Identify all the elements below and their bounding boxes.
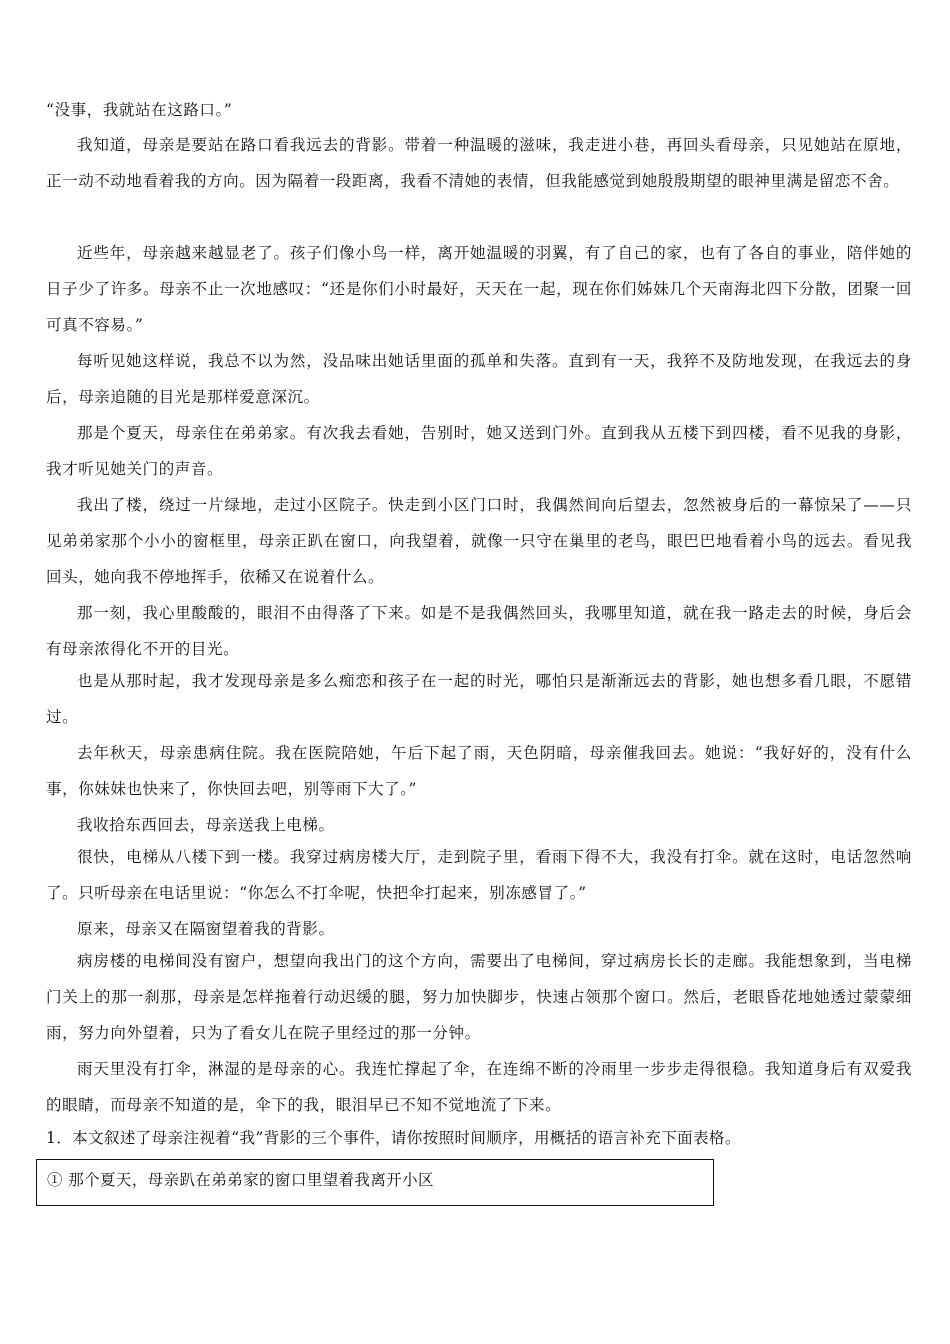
paragraph-9: 去年秋天，母亲患病住院。我在医院陪她，午后下起了雨，天色阴暗，母亲催我回去。她说：“我好好的，没有什么事，你妹妹也快来了，你快回去吧，别等雨下大了。” (46, 744, 912, 798)
paragraph-8: 也是从那时起，我才发现母亲是多么痴恋和孩子在一起的时光，哪怕只是渐渐远去的背影，她也想多看几眼，不愿错过。 (46, 672, 912, 726)
paragraph-3: 近些年，母亲越来越显老了。孩子们像小鸟一样，离开她温暖的羽翼，有了自己的家，也有了各自的事业，陪伴她的日子少了许多。母亲不止一次地感叹：“还是你们小时最好，天天在一起，现在你们姊妹几个天南海北四下分散，团聚一回可真不容易。” (46, 244, 912, 334)
paragraph-6: 我出了楼，绕过一片绿地，走过小区院子。快走到小区门口时，我偶然间向后望去，忽然被身后的一幕惊呆了——只见弟弟家那个小小的窗框里，母亲正趴在窗口，向我望着，就像一只守在巢里的老鸟，眼巴巴地看着小鸟的远去。看见我回头，她向我不停地挥手，依稀又在说着什么。 (46, 496, 912, 586)
paragraph-5: 那是个夏天，母亲住在弟弟家。有次我去看她，告别时，她又送到门外。直到我从五楼下到四楼，看不见我的身影，我才听见她关门的声音。 (46, 424, 912, 478)
paragraph-14: 雨天里没有打伞，淋湿的是母亲的心。我连忙撑起了伞，在连绵不断的冷雨里一步步走得很稳。我知道身后有双爱我的眼睛，而母亲不知道的是，伞下的我，眼泪早已不知不觉地流了下来。 (46, 1060, 912, 1114)
paragraph-10: 我收拾东西回去，母亲送我上电梯。 (77, 816, 335, 834)
question-1: 1．本文叙述了母亲注视着“我”背影的三个事件，请你按照时间顺序，用概括的语言补充下面表格。 (46, 1129, 741, 1147)
paragraph-1: “没事，我就站在这路口。” (46, 101, 233, 119)
paragraph-2: 我知道，母亲是要站在路口看我远去的背影。带着一种温暖的滋味，我走进小巷，再回头看母亲，只见她站在原地，正一动不动地看着我的方向。因为隔着一段距离，我看不清她的表情，但我能感觉到她殷殷期望的眼神里满是留恋不舍。 (46, 136, 912, 190)
paragraph-12: 原来，母亲又在隔窗望着我的背影。 (77, 920, 335, 938)
paragraph-13: 病房楼的电梯间没有窗户，想望向我出门的这个方向，需要出了电梯间，穿过病房长长的走廊。我能想象到，当电梯门关上的那一刹那，母亲是怎样拖着行动迟缓的腿，努力加快脚步，快速占领那个窗口。然后，老眼昏花地她透过蒙蒙细雨，努力向外望着，只为了看女儿在院子里经过的那一分钟。 (46, 952, 912, 1042)
paragraph-4: 每听见她这样说，我总不以为然，没品味出她话里面的孤单和失落。直到有一天，我猝不及防地发现，在我远去的身后，母亲追随的目光是那样爱意深沉。 (46, 352, 912, 406)
answer-table (36, 1159, 714, 1206)
paragraph-7: 那一刻，我心里酸酸的，眼泪不由得落了下来。如是不是我偶然回头，我哪里知道，就在我一路走去的时候，身后会有母亲浓得化不开的目光。 (46, 604, 912, 658)
answer-row-1: ① 那个夏天，母亲趴在弟弟家的窗口里望着我离开小区 (47, 1171, 434, 1189)
paragraph-11: 很快，电梯从八楼下到一楼。我穿过病房楼大厅，走到院子里，看雨下得不大，我没有打伞。就在这时，电话忽然响了。只听母亲在电话里说：“你怎么不打伞呢，快把伞打起来，别冻感冒了。” (46, 848, 912, 902)
